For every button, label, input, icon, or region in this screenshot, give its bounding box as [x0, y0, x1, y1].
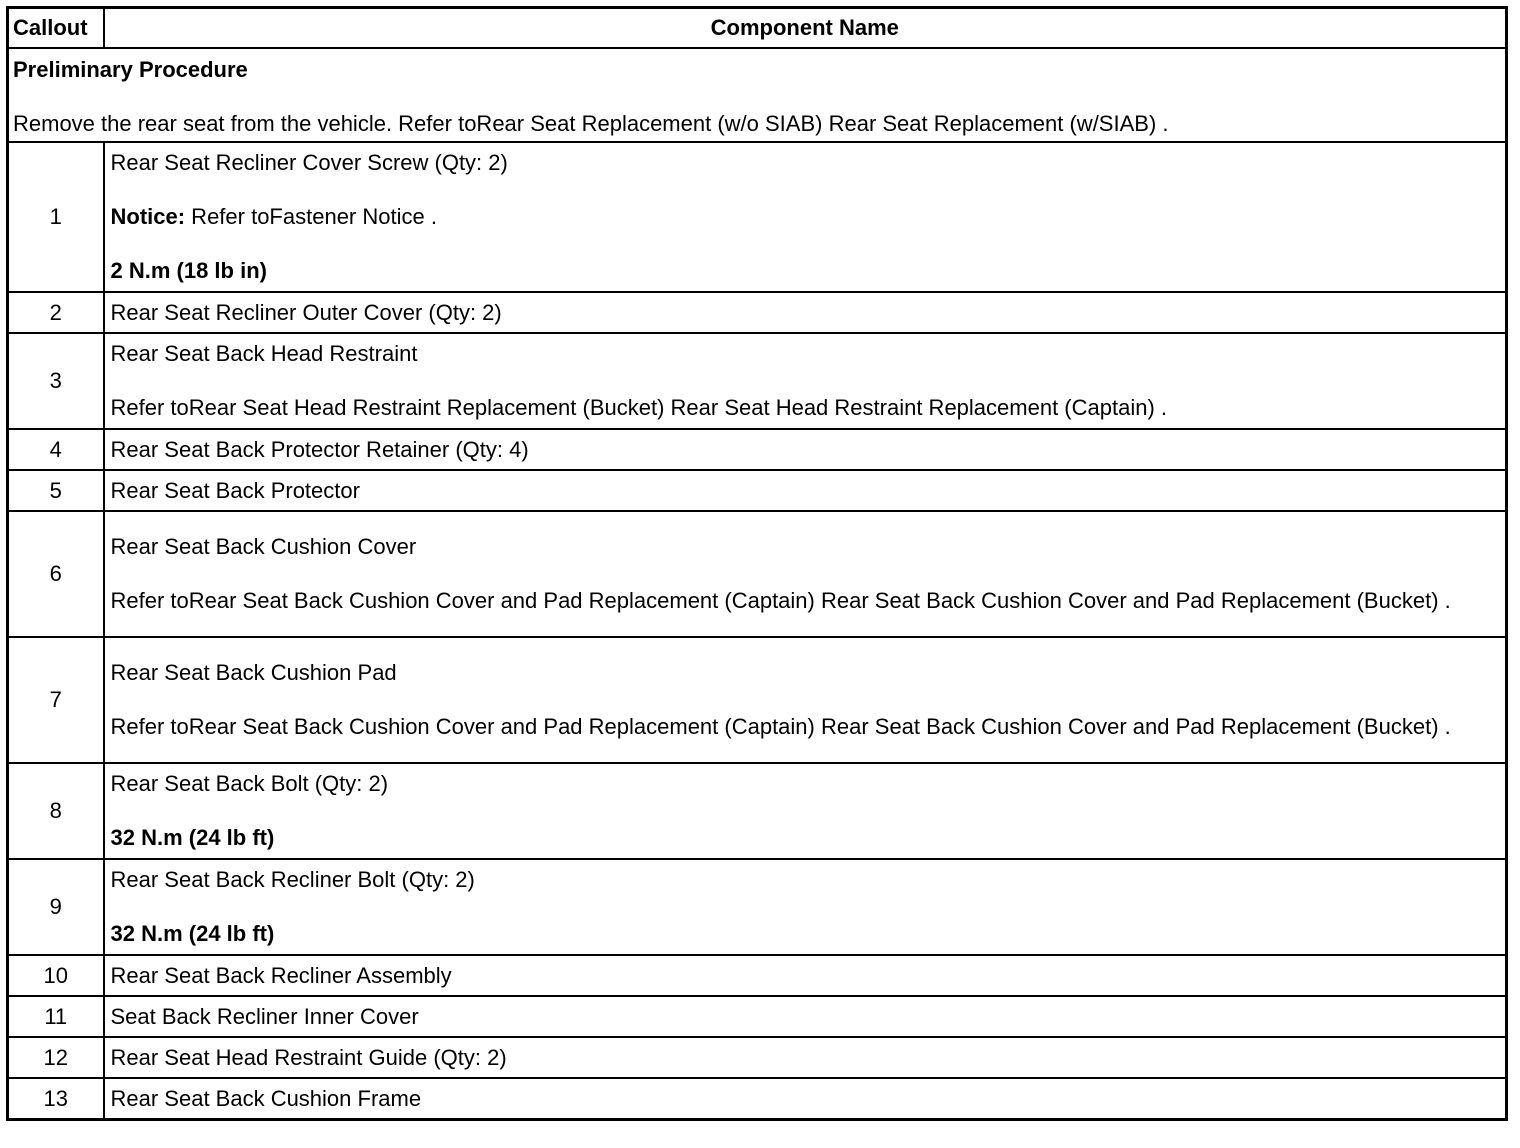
reference-text: Refer toRear Seat Head Restraint Replacement (Bucket) Rear Seat Head Restraint Replacement (Captain) .	[110, 395, 1167, 420]
component-name: Rear Seat Back Cushion Cover	[110, 534, 417, 559]
callout-number: 5	[8, 470, 104, 511]
table-row	[8, 1078, 1507, 1120]
torque-spec: 32 N.m (24 lb ft)	[110, 825, 275, 850]
reference-text: Refer toRear Seat Back Cushion Cover and Pad Replacement (Captain) Rear Seat Back Cushion Cover and Pad Replacement (Bucket) .	[110, 588, 1451, 613]
callout-number: 10	[8, 955, 104, 996]
component-table	[6, 6, 1508, 1121]
notice-text: Refer toFastener Notice .	[185, 204, 437, 229]
component-name: Rear Seat Recliner Outer Cover (Qty: 2)	[104, 292, 1507, 333]
callout-number: 1	[8, 142, 104, 292]
component-name: Rear Seat Recliner Cover Screw (Qty: 2)	[110, 150, 508, 175]
preliminary-title: Preliminary Procedure	[13, 57, 248, 82]
component-name: Rear Seat Back Head Restraint	[110, 341, 418, 366]
preliminary-text: Remove the rear seat from the vehicle. Refer toRear Seat Replacement (w/o SIAB) Rear Seat Replacement (w/SIAB) .	[13, 111, 1169, 136]
torque-spec: 2 N.m (18 lb in)	[110, 258, 267, 283]
callout-number: 3	[8, 333, 104, 429]
component-cell	[104, 511, 1507, 637]
notice	[111, 202, 1500, 232]
callout-number: 8	[8, 763, 104, 859]
table-row	[8, 142, 1507, 292]
table-row	[8, 996, 1507, 1037]
callout-number: 2	[8, 292, 104, 333]
component-name: Rear Seat Back Recliner Assembly	[104, 955, 1507, 996]
table-row	[8, 955, 1507, 996]
component-name: Rear Seat Back Cushion Frame	[104, 1078, 1507, 1120]
callout-number: 4	[8, 429, 104, 470]
component-name: Rear Seat Back Recliner Bolt (Qty: 2)	[110, 867, 475, 892]
component-name: Rear Seat Back Protector	[104, 470, 1507, 511]
component-name-header: Component Name	[104, 8, 1507, 49]
component-name: Seat Back Recliner Inner Cover	[104, 996, 1507, 1037]
callout-number: 11	[8, 996, 104, 1037]
notice-label: Notice:	[110, 204, 186, 229]
header-row	[8, 8, 1507, 49]
component-name: Rear Seat Back Bolt (Qty: 2)	[110, 771, 389, 796]
callout-number: 6	[8, 511, 104, 637]
table-row	[8, 470, 1507, 511]
callout-number: 7	[8, 637, 104, 763]
component-cell	[104, 333, 1507, 429]
preliminary-row	[8, 48, 1507, 142]
component-name: Rear Seat Back Protector Retainer (Qty: 4)	[104, 429, 1507, 470]
component-cell	[104, 142, 1507, 292]
component-name: Rear Seat Head Restraint Guide (Qty: 2)	[104, 1037, 1507, 1078]
table-row	[8, 763, 1507, 859]
callout-number: 12	[8, 1037, 104, 1078]
table-row	[8, 511, 1507, 637]
torque-spec: 32 N.m (24 lb ft)	[110, 921, 275, 946]
table-row	[8, 859, 1507, 955]
callout-header: Callout	[8, 8, 104, 49]
component-name: Rear Seat Back Cushion Pad	[110, 660, 397, 685]
component-cell	[104, 763, 1507, 859]
table-row	[8, 333, 1507, 429]
callout-number: 9	[8, 859, 104, 955]
component-cell	[104, 637, 1507, 763]
component-cell	[104, 859, 1507, 955]
table-row	[8, 429, 1507, 470]
table-row	[8, 292, 1507, 333]
preliminary-cell	[8, 48, 1507, 142]
callout-number: 13	[8, 1078, 104, 1120]
reference-text: Refer toRear Seat Back Cushion Cover and Pad Replacement (Captain) Rear Seat Back Cushion Cover and Pad Replacement (Bucket) .	[110, 714, 1451, 739]
table-row	[8, 1037, 1507, 1078]
table-row	[8, 637, 1507, 763]
